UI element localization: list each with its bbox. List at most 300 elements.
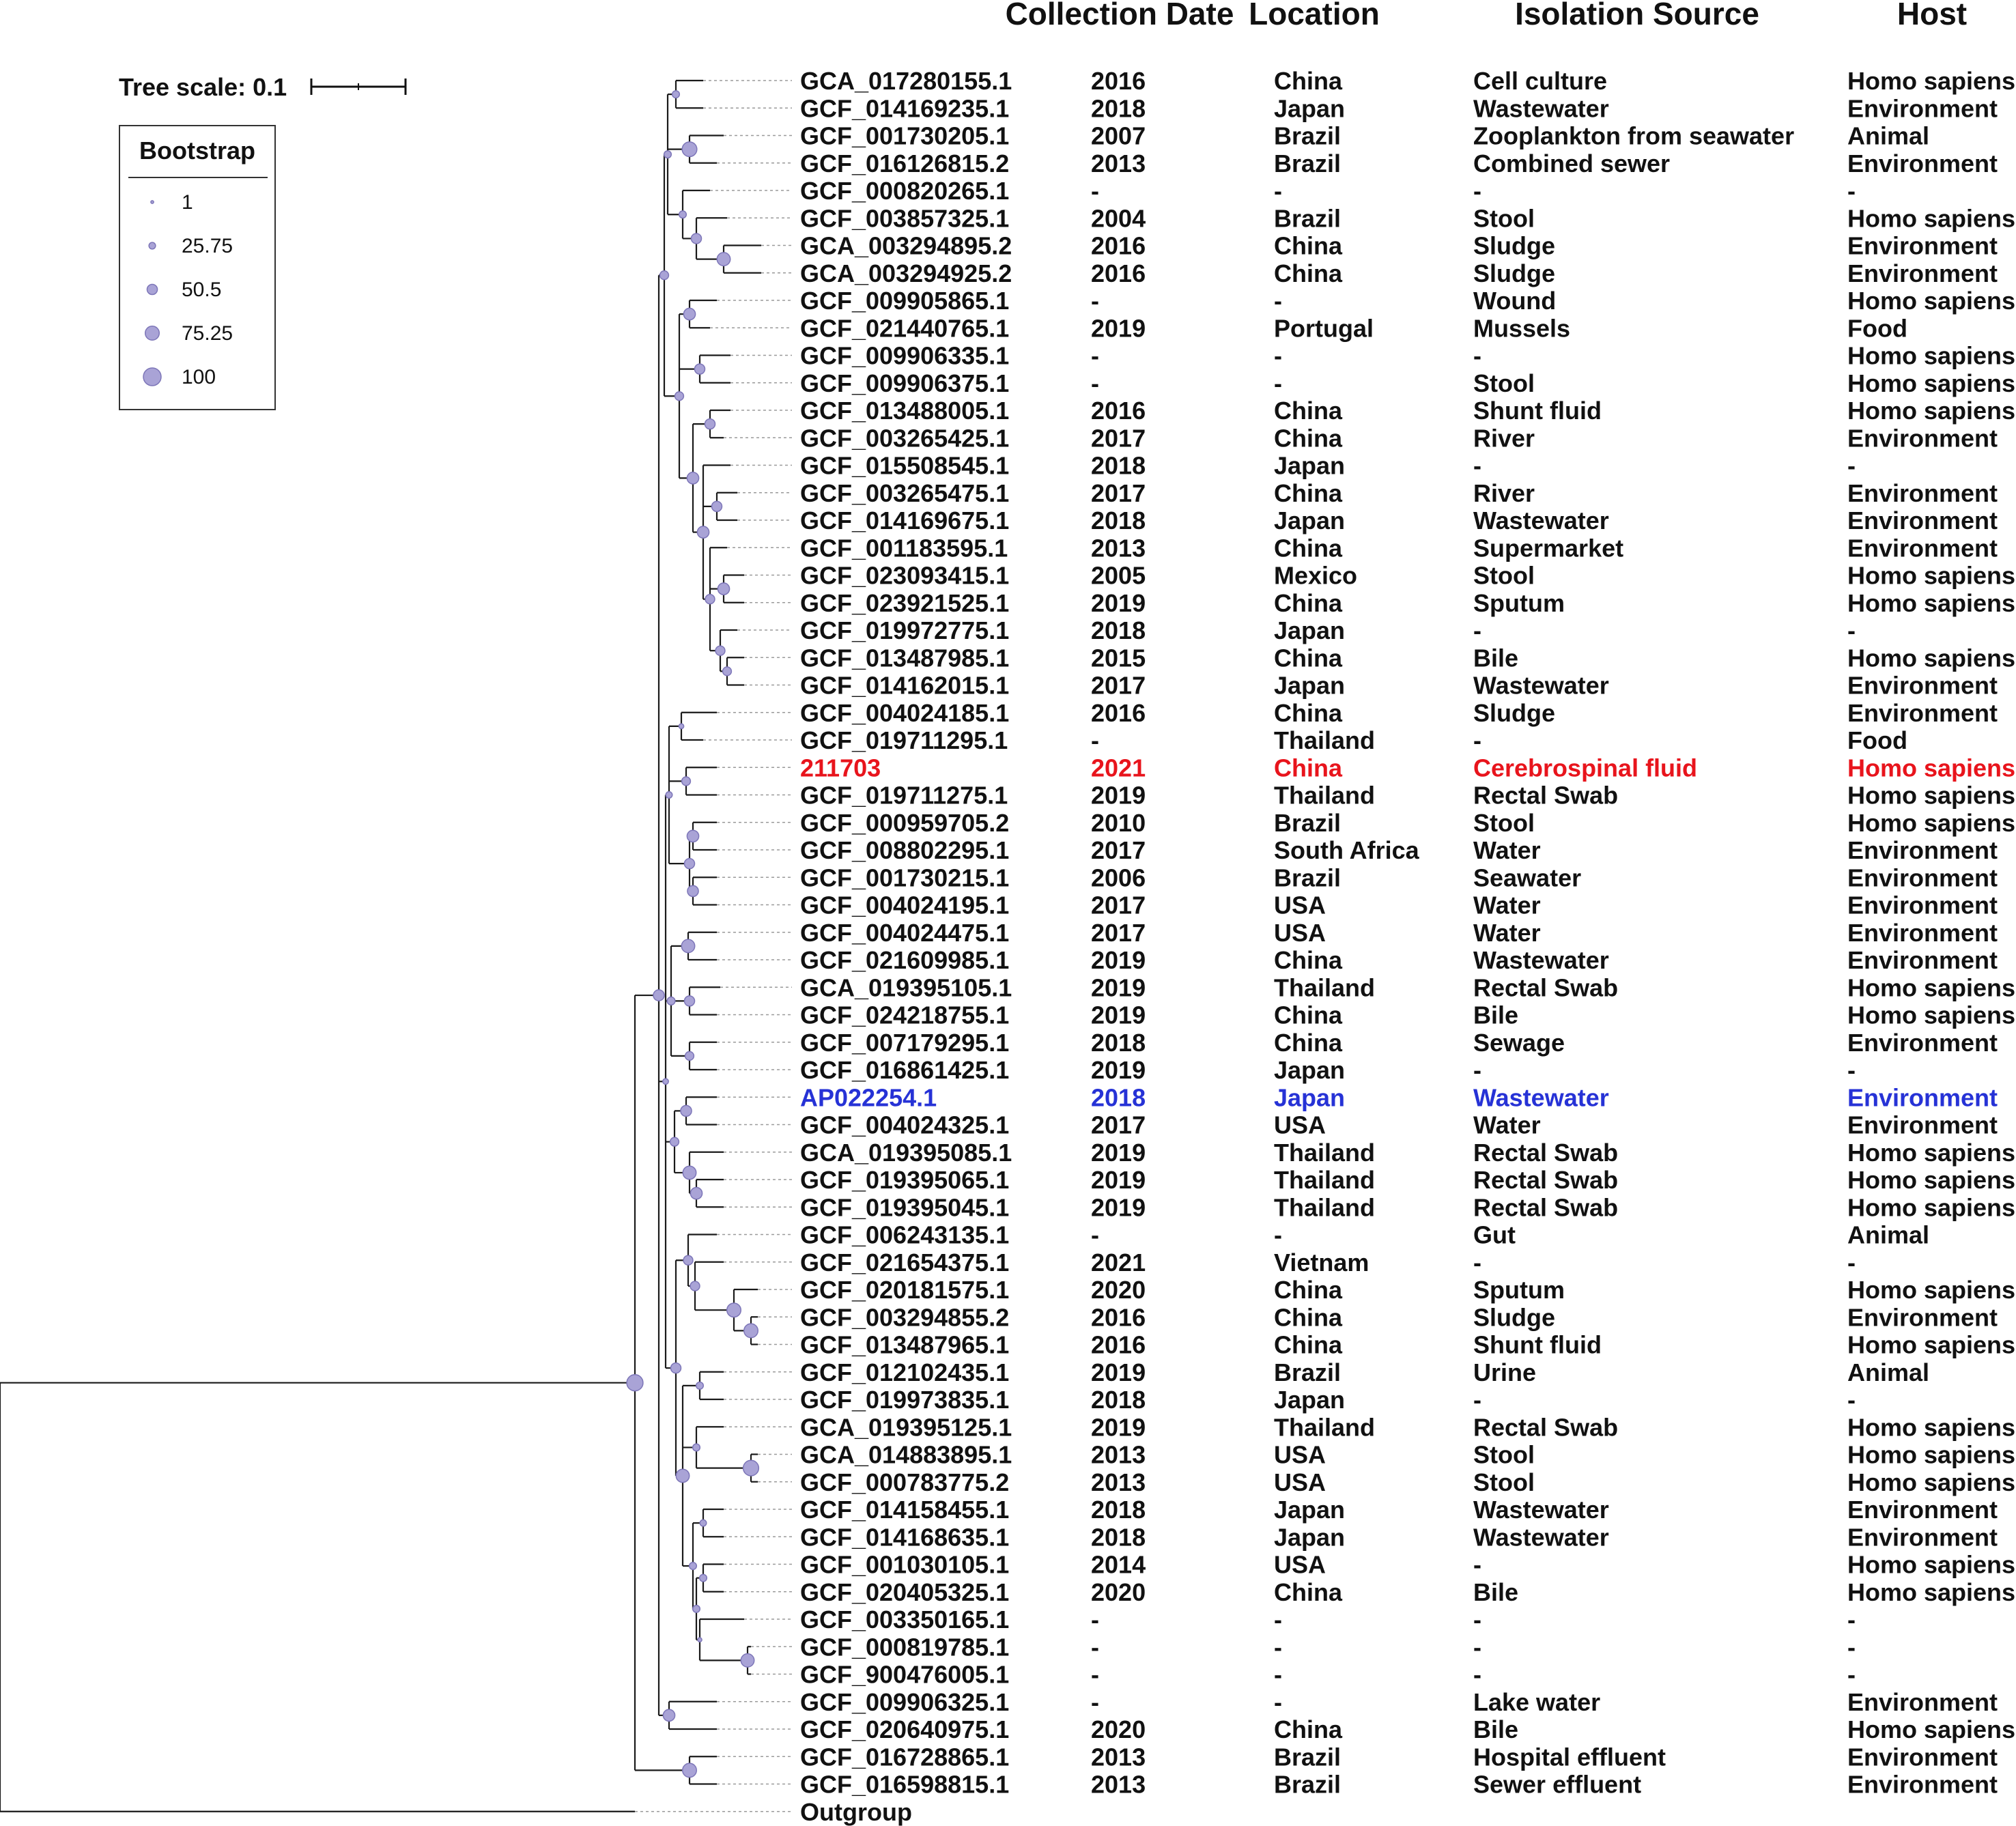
- collection-date-cell: 2019: [1091, 1166, 1146, 1194]
- isolation-source-cell: Sludge: [1473, 259, 1556, 287]
- collection-date-cell: 2020: [1091, 1276, 1146, 1304]
- host-cell: Homo sapiens: [1847, 1468, 2016, 1496]
- isolation-source-cell: Mussels: [1473, 314, 1571, 343]
- table-row: [800, 973, 2015, 1001]
- table-row: [800, 1688, 1998, 1716]
- host-cell: Environment: [1847, 946, 1998, 974]
- isolation-source-cell: -: [1473, 1248, 1481, 1276]
- bootstrap-circle: [685, 1051, 694, 1060]
- taxon-label: GCF_014169235.1: [800, 94, 1010, 123]
- table-row: [800, 122, 1929, 150]
- collection-date-cell: 2019: [1091, 1001, 1146, 1029]
- location-cell: Japan: [1274, 94, 1346, 123]
- taxon-label: GCF_000783775.2: [800, 1468, 1010, 1496]
- table-row: [800, 1386, 1856, 1414]
- bootstrap-circle: [727, 1303, 741, 1317]
- table-row: [800, 1771, 1998, 1799]
- isolation-source-cell: Lake water: [1473, 1687, 1601, 1716]
- bootstrap-circle: [685, 859, 695, 869]
- taxon-label: GCF_900476005.1: [800, 1660, 1010, 1689]
- host-cell: Environment: [1847, 1743, 1998, 1771]
- table-row: [800, 479, 1998, 507]
- bootstrap-circle: [687, 885, 698, 896]
- isolation-source-cell: Rectal Swab: [1473, 781, 1619, 810]
- bootstrap-circle: [697, 526, 709, 538]
- bootstrap-circle: [682, 142, 697, 157]
- table-row: [800, 452, 1856, 480]
- host-cell: Environment: [1847, 534, 1998, 562]
- isolation-source-cell: Sputum: [1473, 588, 1565, 617]
- isolation-source-cell: Sputum: [1473, 1276, 1565, 1304]
- collection-date-cell: 2010: [1091, 808, 1146, 837]
- location-cell: USA: [1274, 1111, 1326, 1139]
- location-cell: Japan: [1274, 507, 1346, 534]
- isolation-source-cell: Cerebrospinal fluid: [1473, 754, 1698, 782]
- isolation-source-cell: -: [1473, 726, 1481, 754]
- bootstrap-circle: [660, 271, 669, 280]
- taxon-label: GCF_003265475.1: [800, 479, 1010, 507]
- isolation-source-cell: Water: [1473, 836, 1541, 864]
- location-cell: Thailand: [1274, 973, 1376, 1002]
- location-cell: Thailand: [1274, 781, 1376, 810]
- bootstrap-circle: [687, 830, 698, 842]
- taxon-label: GCA_019395085.1: [800, 1138, 1012, 1167]
- bootstrap-circle: [695, 364, 705, 374]
- table-row: [800, 1331, 2015, 1359]
- isolation-source-cell: Seawater: [1473, 864, 1582, 892]
- location-cell: China: [1274, 479, 1343, 507]
- isolation-source-cell: Combined sewer: [1473, 149, 1671, 177]
- host-cell: -: [1847, 616, 1856, 644]
- host-cell: Homo sapiens: [1847, 588, 2016, 617]
- table-row: [800, 809, 2015, 837]
- host-cell: Animal: [1847, 1221, 1930, 1249]
- location-cell: Mexico: [1274, 561, 1358, 590]
- isolation-source-cell: Stool: [1473, 369, 1535, 397]
- host-cell: Environment: [1847, 1083, 1998, 1112]
- bootstrap-circle: [718, 583, 729, 595]
- collection-date-cell: 2016: [1091, 698, 1146, 727]
- taxon-label: GCF_014169675.1: [800, 507, 1010, 534]
- table-row: [800, 1743, 1998, 1771]
- host-cell: Homo sapiens: [1847, 973, 2016, 1002]
- location-cell: Brazil: [1274, 1743, 1341, 1771]
- host-cell: Environment: [1847, 1687, 1998, 1716]
- collection-date-cell: 2013: [1091, 1743, 1146, 1771]
- collection-date-cell: 2019: [1091, 1056, 1146, 1084]
- isolation-source-cell: Stool: [1473, 1468, 1535, 1496]
- location-cell: China: [1274, 1578, 1343, 1606]
- table-row: [800, 919, 1998, 947]
- taxon-label: GCF_016861425.1: [800, 1056, 1010, 1084]
- collection-date-cell: -: [1091, 369, 1099, 397]
- table-row: [800, 259, 1998, 287]
- host-cell: Homo sapiens: [1847, 754, 2016, 782]
- isolation-source-cell: Wastewater: [1473, 1496, 1609, 1524]
- location-cell: China: [1274, 1276, 1343, 1304]
- host-cell: Environment: [1847, 231, 1998, 260]
- collection-date-cell: 2017: [1091, 479, 1146, 507]
- bootstrap-circle: [687, 472, 698, 484]
- location-cell: Portugal: [1274, 314, 1374, 343]
- table-row: [800, 1221, 1929, 1249]
- taxon-label: GCF_006243135.1: [800, 1221, 1010, 1249]
- taxon-label: GCF_021654375.1: [800, 1248, 1010, 1276]
- host-cell: Homo sapiens: [1847, 1138, 2016, 1167]
- isolation-source-cell: -: [1473, 1550, 1481, 1579]
- taxon-label: GCF_019711275.1: [800, 781, 1008, 810]
- host-cell: -: [1847, 177, 1856, 205]
- host-cell: Homo sapiens: [1847, 369, 2016, 397]
- isolation-source-cell: -: [1473, 341, 1481, 370]
- taxon-label: GCA_019395125.1: [800, 1413, 1012, 1442]
- legend-bootstrap-circle: [147, 284, 157, 294]
- host-cell: Homo sapiens: [1847, 1193, 2016, 1222]
- location-cell: -: [1274, 1687, 1282, 1716]
- collection-date-cell: 2016: [1091, 397, 1146, 425]
- location-cell: -: [1274, 1606, 1282, 1634]
- table-row: [800, 342, 2015, 370]
- location-cell: Brazil: [1274, 1358, 1341, 1386]
- table-row: [800, 369, 2015, 397]
- taxon-label: GCF_004024195.1: [800, 891, 1010, 919]
- isolation-source-cell: Sewer effluent: [1473, 1770, 1642, 1799]
- isolation-source-cell: River: [1473, 424, 1535, 453]
- host-cell: Homo sapiens: [1847, 561, 2016, 590]
- isolation-source-cell: -: [1473, 451, 1481, 480]
- bootstrap-circle: [679, 724, 683, 728]
- taxon-label: 211703: [800, 754, 881, 782]
- bootstrap-legend: [119, 126, 275, 410]
- location-cell: China: [1274, 1715, 1343, 1743]
- taxon-label: GCF_016126815.2: [800, 149, 1010, 177]
- host-cell: Environment: [1847, 698, 1998, 727]
- taxon-label: GCF_024218755.1: [800, 1001, 1010, 1029]
- isolation-source-cell: -: [1473, 616, 1481, 644]
- bootstrap-circle: [705, 419, 715, 429]
- isolation-source-cell: Rectal Swab: [1473, 1413, 1619, 1442]
- isolation-source-cell: Stool: [1473, 1440, 1535, 1469]
- collection-date-cell: 2013: [1091, 1440, 1146, 1469]
- table-row: [800, 864, 1998, 891]
- isolation-source-cell: -: [1473, 1386, 1481, 1414]
- legend-bootstrap-label: 100: [182, 366, 216, 388]
- taxon-label: GCF_019395045.1: [800, 1193, 1010, 1222]
- host-cell: Environment: [1847, 671, 1998, 700]
- table-row: [800, 1413, 2015, 1441]
- collection-date-cell: 2005: [1091, 561, 1146, 590]
- location-cell: Thailand: [1274, 1193, 1376, 1222]
- location-cell: Thailand: [1274, 726, 1376, 754]
- isolation-source-cell: Bile: [1473, 644, 1519, 672]
- taxon-label: GCF_001730205.1: [800, 122, 1010, 150]
- location-cell: China: [1274, 754, 1343, 782]
- table-row: [800, 1633, 1856, 1661]
- collection-date-cell: 2018: [1091, 507, 1146, 534]
- location-cell: China: [1274, 534, 1343, 562]
- table-row: [800, 424, 1998, 452]
- table-row: [800, 1029, 1998, 1057]
- host-cell: -: [1847, 1633, 1856, 1661]
- collection-date-cell: -: [1091, 287, 1099, 315]
- location-cell: Thailand: [1274, 1166, 1376, 1194]
- collection-date-cell: 2018: [1091, 1496, 1146, 1524]
- isolation-source-cell: Cell culture: [1473, 67, 1608, 95]
- collection-date-cell: 2019: [1091, 973, 1146, 1002]
- taxon-label: GCF_003265425.1: [800, 424, 1010, 453]
- header-isolation-source: Isolation Source: [1515, 0, 1759, 31]
- taxon-label: GCF_020640975.1: [800, 1715, 1010, 1743]
- collection-date-cell: 2018: [1091, 1028, 1146, 1057]
- taxon-label: GCF_009906375.1: [800, 369, 1010, 397]
- host-cell: Animal: [1847, 122, 1930, 150]
- collection-date-cell: 2015: [1091, 644, 1146, 672]
- host-cell: Homo sapiens: [1847, 644, 2016, 672]
- bootstrap-circle: [685, 996, 695, 1006]
- taxon-label: GCF_008802295.1: [800, 836, 1010, 864]
- host-cell: Environment: [1847, 1028, 1998, 1057]
- collection-date-cell: -: [1091, 1606, 1099, 1634]
- host-cell: Environment: [1847, 94, 1998, 123]
- table-row: [800, 314, 1907, 342]
- collection-date-cell: 2019: [1091, 1413, 1146, 1442]
- table-row: [800, 946, 1998, 974]
- isolation-source-cell: Sludge: [1473, 698, 1556, 727]
- host-cell: Environment: [1847, 836, 1998, 864]
- collection-date-cell: 2019: [1091, 1138, 1146, 1167]
- taxon-label: GCF_000959705.2: [800, 808, 1010, 837]
- legend-bootstrap-label: 75.25: [182, 322, 233, 345]
- collection-date-cell: -: [1091, 726, 1099, 754]
- legend-bootstrap-circle: [145, 326, 160, 341]
- collection-date-cell: 2019: [1091, 946, 1146, 974]
- taxon-label: GCF_019395065.1: [800, 1166, 1010, 1194]
- location-cell: South Africa: [1274, 836, 1419, 864]
- bootstrap-circle: [744, 1324, 758, 1338]
- taxon-label: GCF_009905865.1: [800, 287, 1010, 315]
- host-cell: -: [1847, 1386, 1856, 1414]
- table-row: [800, 1468, 2015, 1496]
- table-row: [800, 1551, 2015, 1579]
- location-cell: China: [1274, 1303, 1343, 1332]
- location-cell: Brazil: [1274, 122, 1341, 150]
- collection-date-cell: 2017: [1091, 671, 1146, 700]
- table-row: [800, 177, 1856, 205]
- taxon-label: GCF_003350165.1: [800, 1606, 1010, 1634]
- header-host: Host: [1897, 0, 1968, 31]
- legend-title: Bootstrap: [139, 137, 255, 165]
- collection-date-cell: -: [1091, 1687, 1099, 1716]
- isolation-source-cell: Shunt fluid: [1473, 397, 1602, 425]
- bootstrap-circle: [653, 990, 664, 1001]
- collection-date-cell: 2020: [1091, 1715, 1146, 1743]
- table-row: [800, 836, 1998, 864]
- taxon-label: GCF_001730215.1: [800, 864, 1010, 892]
- host-cell: Homo sapiens: [1847, 204, 2016, 233]
- bootstrap-circle: [700, 1520, 707, 1526]
- location-cell: Japan: [1274, 1496, 1346, 1524]
- collection-date-cell: 2004: [1091, 204, 1146, 233]
- bootstrap-circle: [679, 211, 687, 218]
- bootstrap-circle: [666, 792, 672, 799]
- location-cell: China: [1274, 588, 1343, 617]
- location-cell: Brazil: [1274, 1770, 1341, 1799]
- location-cell: Brazil: [1274, 149, 1341, 177]
- isolation-source-cell: Sludge: [1473, 231, 1556, 260]
- location-cell: China: [1274, 946, 1343, 974]
- collection-date-cell: 2019: [1091, 588, 1146, 617]
- location-cell: Brazil: [1274, 204, 1341, 233]
- host-cell: Environment: [1847, 864, 1998, 892]
- tree-scale: [119, 73, 406, 101]
- taxon-label: GCF_004024185.1: [800, 698, 1010, 727]
- collection-date-cell: 2020: [1091, 1578, 1146, 1606]
- taxon-label: Outgroup: [800, 1797, 912, 1826]
- bootstrap-circle: [696, 1382, 704, 1390]
- table-row: [800, 1056, 1856, 1084]
- table-row: [800, 1441, 2015, 1469]
- taxon-label: GCF_014162015.1: [800, 671, 1010, 700]
- collection-date-cell: 2017: [1091, 891, 1146, 919]
- location-cell: Japan: [1274, 1056, 1346, 1084]
- host-cell: Environment: [1847, 259, 1998, 287]
- location-cell: -: [1274, 287, 1282, 315]
- bootstrap-circle: [663, 1079, 668, 1084]
- isolation-source-cell: Gut: [1473, 1221, 1516, 1249]
- host-cell: Environment: [1847, 1496, 1998, 1524]
- bootstrap-circle: [690, 1281, 700, 1291]
- bootstrap-circle: [715, 646, 725, 655]
- table-row: [800, 616, 1856, 644]
- taxon-label: GCA_003294925.2: [800, 259, 1012, 287]
- bootstrap-circle: [693, 1444, 700, 1451]
- location-cell: China: [1274, 644, 1343, 672]
- taxon-label: GCF_009906325.1: [800, 1687, 1010, 1716]
- isolation-source-cell: Water: [1473, 918, 1541, 947]
- collection-date-cell: 2006: [1091, 864, 1146, 892]
- collection-date-cell: 2018: [1091, 1083, 1146, 1112]
- host-cell: -: [1847, 1660, 1856, 1689]
- isolation-source-cell: Wound: [1473, 287, 1557, 315]
- host-cell: Environment: [1847, 1770, 1998, 1799]
- isolation-source-cell: Wastewater: [1473, 671, 1609, 700]
- host-cell: Environment: [1847, 891, 1998, 919]
- location-cell: USA: [1274, 1550, 1326, 1579]
- bootstrap-circle: [683, 1166, 696, 1179]
- taxon-label: GCF_001183595.1: [800, 534, 1008, 562]
- host-cell: Homo sapiens: [1847, 1578, 2016, 1606]
- taxon-label: GCF_013488005.1: [800, 397, 1010, 425]
- bootstrap-circle: [675, 392, 684, 401]
- location-cell: Japan: [1274, 616, 1346, 644]
- isolation-source-cell: Wastewater: [1473, 94, 1609, 123]
- host-cell: Homo sapiens: [1847, 1550, 2016, 1579]
- legend-bootstrap-circle: [151, 201, 154, 203]
- host-cell: Homo sapiens: [1847, 1715, 2016, 1743]
- isolation-source-cell: -: [1473, 1633, 1481, 1661]
- isolation-source-cell: Stool: [1473, 561, 1535, 590]
- table-row: [800, 1193, 2015, 1221]
- location-cell: Japan: [1274, 451, 1346, 480]
- host-cell: Homo sapiens: [1847, 781, 2016, 810]
- bootstrap-circle: [683, 309, 695, 320]
- host-cell: Environment: [1847, 1303, 1998, 1332]
- taxon-label: GCF_013487985.1: [800, 644, 1010, 672]
- host-cell: Environment: [1847, 1523, 1998, 1552]
- isolation-source-cell: -: [1473, 1606, 1481, 1634]
- table-row: [800, 232, 1998, 260]
- collection-date-cell: 2019: [1091, 314, 1146, 343]
- isolation-source-cell: Wastewater: [1473, 1523, 1609, 1552]
- isolation-source-cell: Bile: [1473, 1001, 1519, 1029]
- isolation-source-cell: Urine: [1473, 1358, 1537, 1386]
- table-row: [800, 1111, 1998, 1139]
- collection-date-cell: 2016: [1091, 67, 1146, 95]
- table-row: [800, 287, 2015, 315]
- isolation-source-cell: Rectal Swab: [1473, 1138, 1619, 1167]
- location-cell: Brazil: [1274, 808, 1341, 837]
- legend-bootstrap-circle: [149, 242, 156, 249]
- location-cell: China: [1274, 397, 1343, 425]
- location-cell: USA: [1274, 1440, 1326, 1469]
- collection-date-cell: 2016: [1091, 259, 1146, 287]
- collection-date-cell: -: [1091, 1221, 1099, 1249]
- bootstrap-circle: [690, 1188, 702, 1199]
- isolation-source-cell: Bile: [1473, 1715, 1519, 1743]
- taxon-label: GCA_003294895.2: [800, 231, 1012, 260]
- collection-date-cell: 2017: [1091, 918, 1146, 947]
- taxon-label: GCF_016598815.1: [800, 1770, 1010, 1799]
- location-cell: China: [1274, 424, 1343, 453]
- legend-bootstrap-label: 1: [182, 191, 193, 214]
- bootstrap-circle: [690, 1563, 697, 1570]
- taxon-label: GCF_000819785.1: [800, 1633, 1010, 1661]
- host-cell: -: [1847, 1606, 1856, 1634]
- collection-date-cell: 2017: [1091, 1111, 1146, 1139]
- taxon-label: GCF_016728865.1: [800, 1743, 1010, 1771]
- taxon-label: GCF_000820265.1: [800, 177, 1010, 205]
- location-cell: China: [1274, 1001, 1343, 1029]
- collection-date-cell: 2016: [1091, 231, 1146, 260]
- taxon-label: GCF_012102435.1: [800, 1358, 1010, 1386]
- collection-date-cell: -: [1091, 1633, 1099, 1661]
- bootstrap-circle: [723, 667, 732, 676]
- table-row: [800, 1276, 2015, 1304]
- table-row: [800, 1523, 1998, 1551]
- collection-date-cell: 2019: [1091, 1193, 1146, 1222]
- bootstrap-circle: [663, 1709, 675, 1721]
- location-cell: USA: [1274, 918, 1326, 947]
- table-row: [800, 534, 1998, 562]
- table-row: [800, 672, 1998, 700]
- isolation-source-cell: Shunt fluid: [1473, 1330, 1602, 1359]
- taxon-label: GCA_019395105.1: [800, 973, 1012, 1002]
- isolation-source-cell: -: [1473, 1056, 1481, 1084]
- collection-date-cell: 2007: [1091, 122, 1146, 150]
- host-cell: -: [1847, 1056, 1856, 1084]
- table-row: [800, 204, 2015, 232]
- collection-date-cell: 2013: [1091, 149, 1146, 177]
- host-cell: Homo sapiens: [1847, 341, 2016, 370]
- table-row: [800, 1001, 2015, 1029]
- isolation-source-cell: Water: [1473, 1111, 1541, 1139]
- table-row: [800, 67, 2015, 95]
- table-row: [800, 1083, 1998, 1111]
- host-cell: Homo sapiens: [1847, 1413, 2016, 1442]
- host-cell: Homo sapiens: [1847, 1001, 2016, 1029]
- table-row: [800, 1715, 2015, 1743]
- host-cell: Animal: [1847, 1358, 1930, 1386]
